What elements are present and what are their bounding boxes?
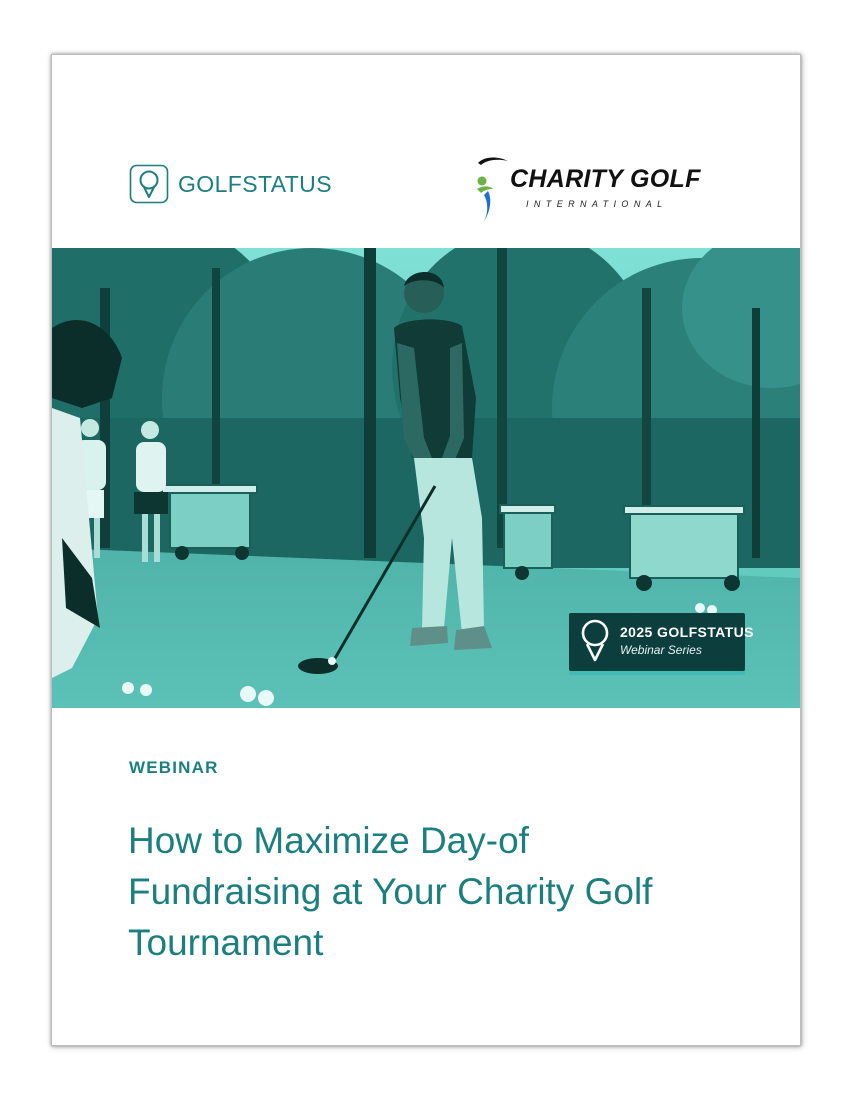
badge-subtitle: Webinar Series [620, 643, 702, 657]
golfstatus-logo-text: GOLFSTATUS [178, 170, 332, 197]
golfstatus-logo [129, 163, 332, 205]
badge-title: 2025 GOLFSTATUS [620, 624, 754, 640]
charity-golf-logo-title: CHARITY GOLF [510, 165, 701, 193]
golf-ball-on-tee-icon [578, 618, 612, 664]
document-page [51, 54, 801, 1046]
charity-golf-logo [470, 155, 730, 225]
charity-golf-logo-subtitle: INTERNATIONAL [526, 199, 668, 209]
page-title: How to Maximize Day-of Fundraising at Your Charity Golf Tournament [128, 820, 653, 963]
webinar-series-badge [569, 613, 754, 671]
hero-photo [52, 248, 800, 708]
golfer-swing-icon [470, 155, 510, 225]
document-type-label: WEBINAR [129, 758, 219, 777]
golf-ball-on-tee-icon [129, 164, 169, 204]
